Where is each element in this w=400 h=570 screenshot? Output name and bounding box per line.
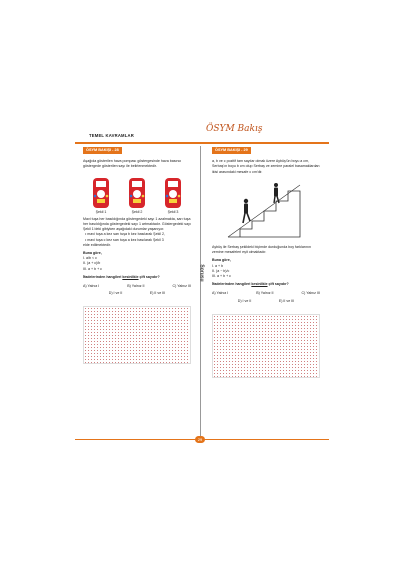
bullet-item: • mavi tuşa c kez sarı tuşa a kez basılarak Şekil 3: [85, 237, 164, 242]
answer-options: [212, 299, 320, 304]
pump-icon: [162, 176, 184, 210]
given-text: Buna göre,: [212, 258, 231, 263]
bullet-item: • mavi tuşa a kez sarı tuşa b kez basılarak Şekil 2,: [85, 232, 165, 237]
column-divider: [200, 146, 201, 442]
pump-figures: [83, 176, 191, 215]
pump-figure: [126, 176, 148, 215]
section-title: TEMEL KAVRAMLAR: [89, 133, 134, 138]
pump-icon: [90, 176, 112, 210]
side-label: Sorusu: [198, 264, 205, 282]
answer-option[interactable]: A) Yalnız I: [212, 291, 229, 296]
pump-caption: Şekil 1: [95, 209, 107, 214]
pump-figure: [162, 176, 184, 215]
statement-item: I. a + b: [212, 263, 224, 268]
statement-item: III. a + b + c: [83, 266, 102, 271]
question-paragraph: Aybüş ile Serbaş şekildeki biçimde durduğunda boy farklarının zemine mesafeleri eşit olmaktadır.: [212, 245, 312, 255]
statement-item: II. (a + c)/b: [83, 261, 101, 266]
question-intro: Aşağıda gösterilen hava pompası göstergesinde hava basıncı göstergede gösterilen sayı ile belirlenmektedir.: [83, 159, 182, 169]
document-page: [75, 120, 329, 450]
scratch-grid: [212, 314, 320, 378]
question-label: ÖSYM BAKIŞI - 29: [212, 147, 251, 154]
answer-option[interactable]: E) II ve III: [149, 291, 166, 296]
header-rule: [75, 142, 329, 144]
answer-option[interactable]: C) Yalnız III: [172, 284, 191, 289]
right-question: [212, 147, 320, 378]
scratch-grid: [83, 306, 191, 364]
page-number: 29: [195, 436, 205, 443]
answer-options: [83, 284, 191, 289]
question-after: elde edilmektedir.: [83, 242, 111, 247]
answer-option[interactable]: C) Yalnız III: [301, 291, 320, 296]
pump-figure: [90, 176, 112, 215]
statement-item: III. a + b + c: [212, 274, 231, 279]
answer-option[interactable]: B) Yalnız II: [256, 291, 274, 296]
given-text: Buna göre,: [83, 251, 102, 256]
answer-options: [212, 291, 320, 296]
statement-item: I. a/b < c: [83, 256, 97, 261]
answer-option[interactable]: B) Yalnız II: [127, 284, 145, 289]
question-prompt: İfadelerinden hangileri kesinlikle çift sayıdır?: [212, 282, 289, 287]
question-label: ÖSYM BAKIŞI - 28: [83, 147, 122, 154]
answer-option[interactable]: D) I ve II: [108, 291, 123, 296]
answer-options: [83, 291, 191, 296]
staircase-figure: [224, 181, 304, 239]
logo: ÖSYM Bakış: [206, 124, 263, 134]
pump-caption: Şekil 2: [131, 209, 143, 214]
left-question: [83, 147, 191, 364]
answer-option[interactable]: A) Yalnız I: [83, 284, 100, 289]
answer-option[interactable]: D) I ve II: [237, 298, 252, 303]
answer-option[interactable]: E) II ve III: [278, 298, 295, 303]
pump-icon: [126, 176, 148, 210]
question-prompt: İfadelerinden hangileri kesinlikle çift sayıdır?: [83, 274, 160, 279]
question-paragraph: Mavi tuşa her basıldığında göstergedeki sayı 1 azalmakta, sarı tuşa her basıldığında göstergedeki sayı 1 artmaktadır. Göstergedeki sayı Şekil 1'deki gibiyken aşağıdaki durumlar yaşanıyor.: [83, 216, 191, 232]
statement-item: II. (a − b)/c: [212, 268, 230, 273]
pump-caption: Şekil 3: [167, 209, 179, 214]
question-intro: a, b ve c pozitif tam sayılar olmak üzere Aybüş'ün boyu a cm, Serbaş'ın boyu b cm olup Serbaş ve zemine paralel basamaklardan ikisi arasındaki mesafe c cm'dir.: [212, 159, 320, 174]
